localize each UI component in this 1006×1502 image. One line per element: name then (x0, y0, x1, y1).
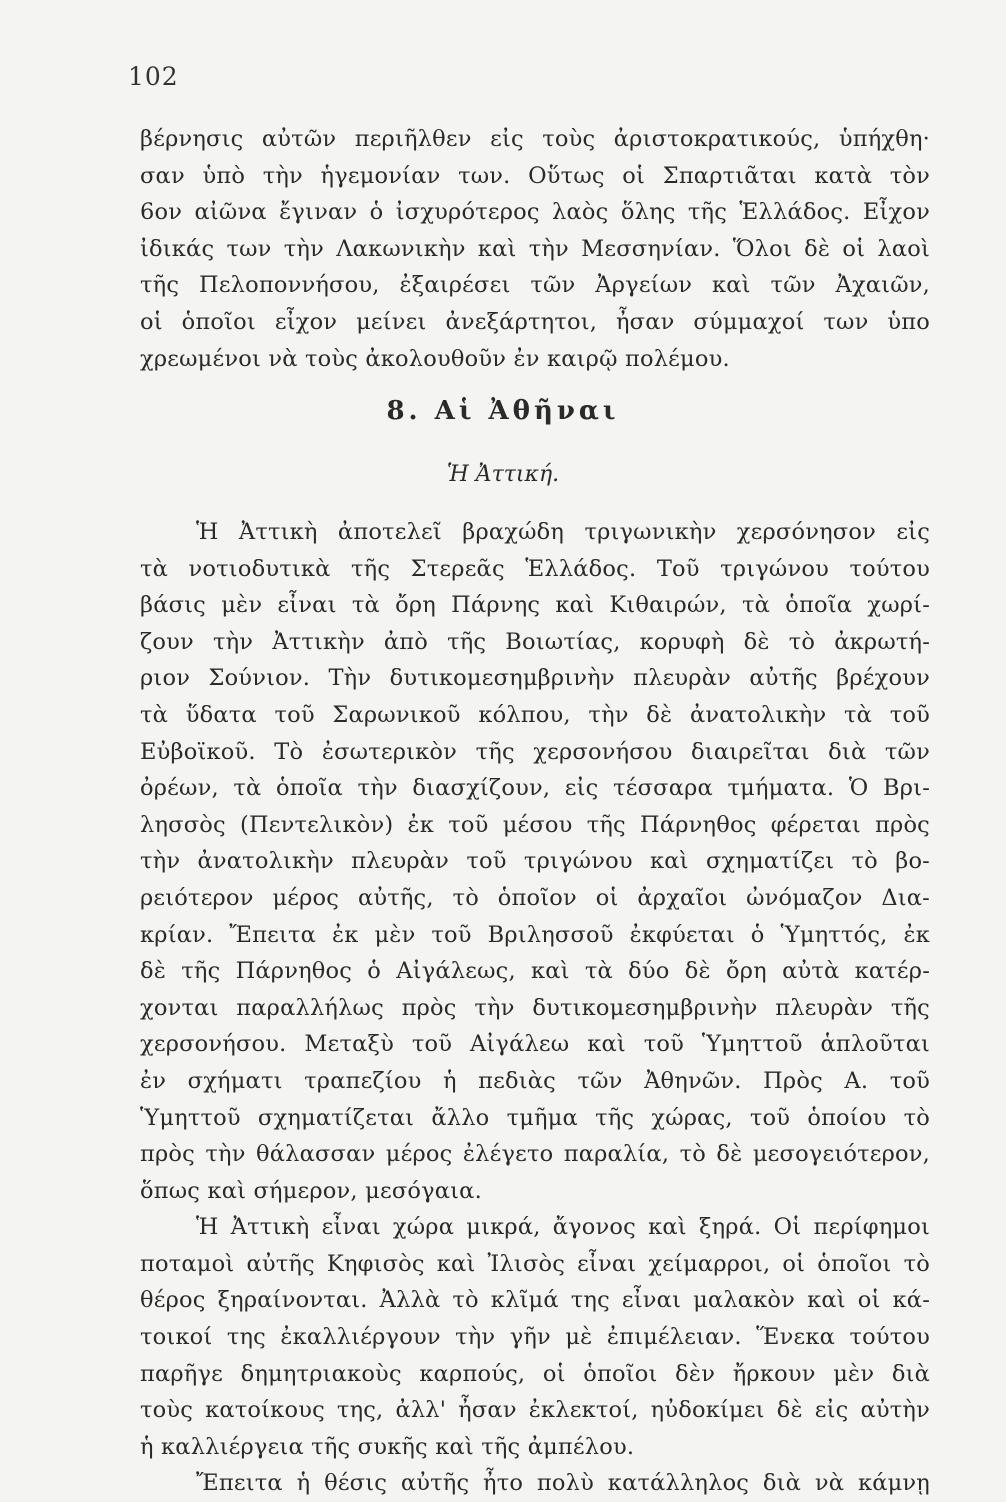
text-line: Ἔπειτα ἡ θέσις αὐτῆς ἦτο πολὺ κατάλληλος διὰ νὰ κάμνῃ (196, 1470, 930, 1497)
text-line: θέρος ξηραίνονται. Ἀλλὰ τὸ κλῖμά της εἶναι μαλακὸν καὶ οἱ κά- (140, 1287, 930, 1314)
text-line: βάσις μὲν εἶναι τὰ ὄρη Πάρνης καὶ Κιθαιρών, τὰ ὁποῖα χωρί- (140, 592, 930, 619)
text-line: Ἡ Ἀττικὴ ἀποτελεῖ βραχώδη τριγωνικὴν χερσόνησον εἰς (196, 519, 930, 545)
text-line: τῆς Πελοποννήσου, ἐξαιρέσει τῶν Ἀργείων καὶ τῶν Ἀχαιῶν, (140, 272, 930, 299)
text-line: παρῆγε δημητριακοὺς καρπούς, οἱ ὁποῖοι δὲν ἤρκουν μὲν διὰ (140, 1360, 930, 1387)
text-line: βέρνησις αὐτῶν περιῆλθεν εἰς τοὺς ἀριστοκρατικούς, ὑπήχθη· (140, 126, 930, 152)
text-line: τὰ ὕδατα τοῦ Σαρωνικοῦ κόλπου, τὴν δὲ ἀνατολικὴν τὰ τοῦ (140, 701, 930, 728)
text-line: τοὺς κατοίκους της, ἀλλ' ἦσαν ἐκλεκτοί, ηὐδοκίμει δὲ εἰς αὐτὴν (140, 1397, 930, 1424)
page-number: 102 (128, 62, 179, 91)
text-line: 6ον αἰῶνα ἔγιναν ὁ ἰσχυρότερος λαὸς ὅλης τῆς Ἑλλάδος. Εἶχον (140, 199, 930, 226)
section-subtitle: Ἡ Ἀττική. (446, 462, 560, 487)
text-line: ρειότερον μέρος αὐτῆς, τὸ ὁποῖον οἱ ἀρχαῖοι ὠνόμαζον Δια- (140, 884, 930, 911)
text-line: ἐν σχήματι τραπεζίου ἡ πεδιὰς τῶν Ἀθηνῶν. Πρὸς Α. τοῦ (140, 1067, 930, 1094)
text-line: χερσονήσου. Μεταξὺ τοῦ Αἰγάλεω καὶ τοῦ Ὑμηττοῦ ἁπλοῦται (140, 1031, 930, 1058)
text-line: ἡ καλλιέργεια τῆς συκῆς καὶ τῆς ἀμπέλου. (140, 1433, 635, 1460)
text-line: χονται παραλλήλως πρὸς τὴν δυτικομεσημβρινὴν πλευρὰν τῆς (140, 994, 930, 1021)
text-line: χρεωμένοι νὰ τοὺς ἀκολουθοῦν ἐν καιρῷ πολέμου. (140, 345, 730, 372)
text-line: ζουν τὴν Ἀττικὴν ἀπὸ τῆς Βοιωτίας, κορυφὴ δὲ τὸ ἀκρωτή- (140, 628, 930, 655)
text-line: κρίαν. Ἔπειτα ἐκ μὲν τοῦ Βριλησσοῦ ἐκφύεται ὁ Ὑμηττός, ἐκ (140, 921, 930, 948)
text-line: Εὐβοϊκοῦ. Τὸ ἐσωτερικὸν τῆς χερσονήσου διαιρεῖται διὰ τῶν (140, 738, 930, 765)
text-line: ἰδικάς των τὴν Λακωνικὴν καὶ τὴν Μεσσηνίαν. Ὅλοι δὲ οἱ λαοὶ (140, 235, 930, 262)
text-line: λησσὸς (Πεντελικὸν) ἐκ τοῦ μέσου τῆς Πάρνηθος φέρεται πρὸς (140, 811, 930, 838)
text-line: ποταμοὶ αὐτῆς Κηφισὸς καὶ Ἰλισὸς εἶναι χείμαρροι, οἱ ὁποῖοι τὸ (140, 1250, 930, 1277)
text-line: ὅπως καὶ σήμερον, μεσόγαια. (140, 1177, 482, 1204)
section-title: 8. Αἱ Ἀθῆναι (386, 396, 620, 426)
text-line: ριον Σούνιον. Τὴν δυτικομεσημβρινὴν πλευρὰν αὐτῆς βρέχουν (140, 665, 930, 692)
text-line: Ἡ Ἀττικὴ εἶναι χώρα μικρά, ἄγονος καὶ ξηρά. Οἱ περίφημοι (196, 1214, 930, 1241)
intro-paragraph (140, 121, 930, 377)
text-line: τὴν ἀνατολικὴν πλευρὰν τοῦ τριγώνου καὶ σχηματίζει τὸ βο- (140, 848, 930, 875)
text-line: οἱ ὁποῖοι εἶχον μείνει ἀνεξάρτητοι, ἦσαν σύμμαχοί των ὑπο (140, 308, 930, 335)
body-text (140, 514, 930, 1502)
text-line: τοικοί της ἐκαλλιέργουν τὴν γῆν μὲ ἐπιμέλειαν. Ἕνεκα τούτου (140, 1324, 930, 1351)
text-line: δὲ τῆς Πάρνηθος ὁ Αἰγάλεως, καὶ τὰ δύο δὲ ὄρη αὐτὰ κατέρ- (140, 958, 930, 985)
text-line: σαν ὑπὸ τὴν ἡγεμονίαν των. Οὕτως οἱ Σπαρτιᾶται κατὰ τὸν (140, 162, 930, 189)
text-line: πρὸς τὴν θάλασσαν μέρος ἐλέγετο παραλία, τὸ δὲ μεσογειότερον, (140, 1141, 930, 1168)
text-line: τὰ νοτιοδυτικὰ τῆς Στερεᾶς Ἑλλάδος. Τοῦ τριγώνου τούτου (140, 555, 930, 582)
text-line: ὀρέων, τὰ ὁποῖα τὴν διασχίζουν, εἰς τέσσαρα τμήματα. Ὁ Βρι- (140, 775, 930, 802)
text-line: Ὑμηττοῦ σχηματίζεται ἄλλο τμῆμα τῆς χώρας, τοῦ ὁποίου τὸ (140, 1104, 930, 1131)
